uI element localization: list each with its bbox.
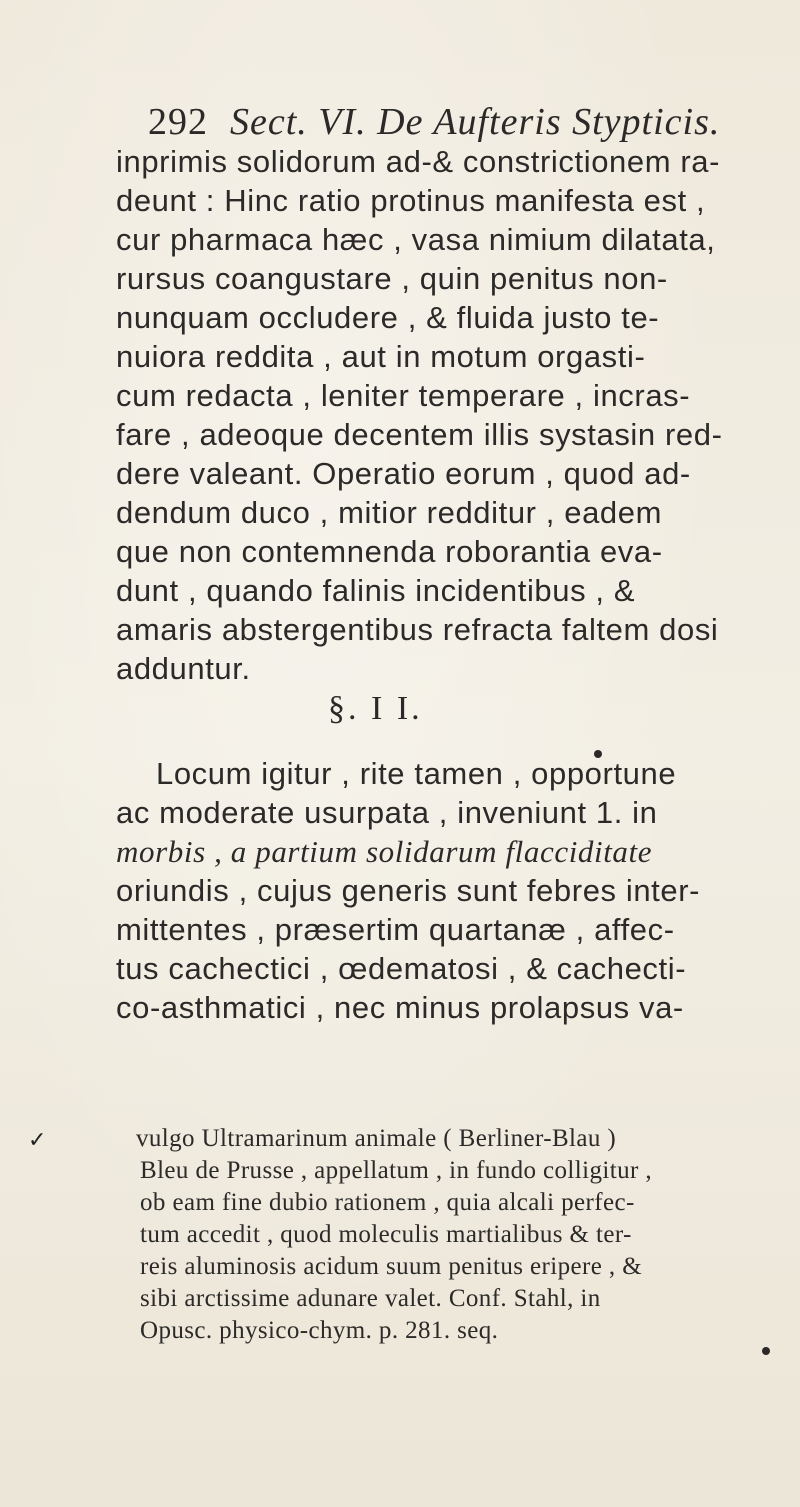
text-line: cum redacta , leniter temperare , incras-: [116, 378, 691, 413]
running-header: [148, 100, 720, 144]
text-line: morbis , a partium solidarum flacciditate: [116, 834, 653, 869]
text-line: rursus coangustare , quin penitus non-: [116, 261, 668, 296]
text-line: co-asthmatici , nec minus prolapsus va-: [116, 990, 684, 1025]
footnote-line: vulgo Ultramarinum animale ( Berliner-Blau ): [136, 1125, 617, 1152]
section-heading: §. I I.: [328, 690, 423, 727]
text-line: cur pharmaca hæc , vasa nimium dilatata,: [116, 222, 716, 257]
text-line: fare , adeoque decentem illis systasin red-: [116, 417, 723, 452]
text-line: inprimis solidorum ad-& constrictionem ra-: [116, 144, 721, 179]
footnote-line: Opusc. physico-chym. p. 281. seq.: [140, 1317, 499, 1344]
ink-dot: [762, 1347, 770, 1355]
text-line: Locum igitur , rite tamen , opportune: [156, 756, 677, 791]
text-line: dendum duco , mitior redditur , eadem: [116, 495, 663, 530]
text-line: dere valeant. Operatio eorum , quod ad-: [116, 456, 691, 491]
text-line: amaris abstergentibus refracta faltem dosi: [116, 612, 719, 647]
text-line: tus cachectici , œdematosi , & cachecti-: [116, 951, 687, 986]
text-line: oriundis , cujus generis sunt febres inter-: [116, 873, 701, 908]
text-line: que non contemnenda roborantia eva-: [116, 534, 663, 569]
text-line: nuiora reddita , aut in motum orgasti-: [116, 339, 646, 374]
text-line: ac moderate usurpata , inveniunt 1. in: [116, 795, 658, 830]
margin-check-icon: ✓: [28, 1128, 47, 1153]
footnote-line: Bleu de Prusse , appellatum , in fundo colligitur ,: [140, 1157, 652, 1184]
text-line: dunt , quando falinis incidentibus , &: [116, 573, 636, 608]
running-title: Sect. VI. De Aufteris Stypticis.: [230, 101, 721, 143]
footnote-line: sibi arctissime adunare valet. Conf. Stahl, in: [140, 1285, 601, 1312]
text-line: nunquam occludere , & fluida justo te-: [116, 300, 660, 335]
text-line: deunt : Hinc ratio protinus manifesta est ,: [116, 183, 706, 218]
page-number: 292: [148, 101, 208, 143]
footnote-line: ob eam fine dubio rationem , quia alcali perfec-: [140, 1189, 635, 1216]
footnote: [136, 1123, 780, 1347]
footnote-line: reis aluminosis acidum suum penitus eripere , &: [140, 1253, 643, 1280]
text-line: adduntur.: [116, 651, 251, 686]
text-line: mittentes , præsertim quartanæ , affec-: [116, 912, 675, 947]
paragraph-2: [116, 754, 776, 1027]
paragraph-1: [116, 142, 776, 688]
footnote-line: tum accedit , quod moleculis martialibus & ter-: [140, 1221, 632, 1248]
